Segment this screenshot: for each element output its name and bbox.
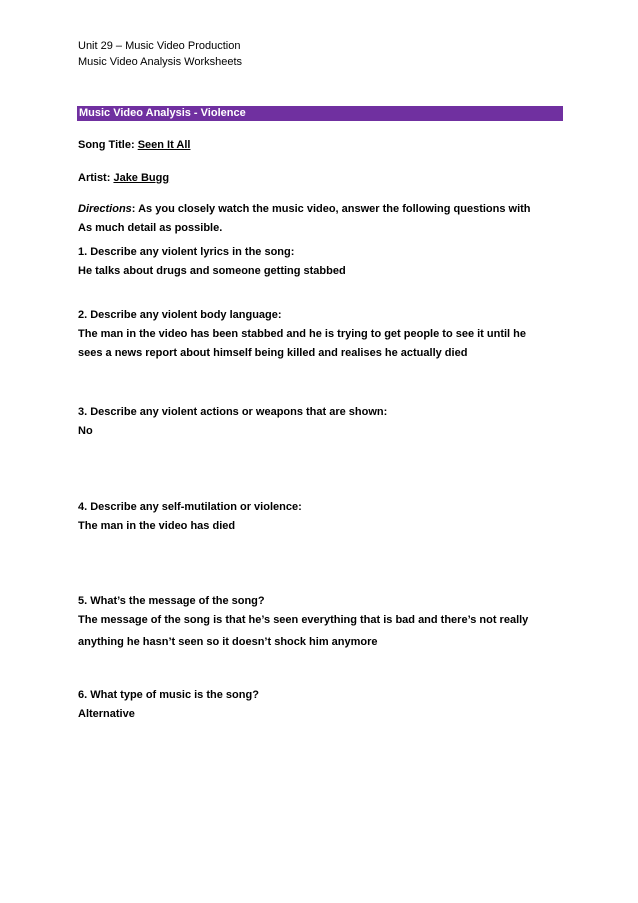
unit-title: Unit 29 – Music Video Production [78, 40, 241, 52]
directions-block [78, 200, 531, 238]
question-block-5 [78, 592, 528, 652]
directions-text-line1: : As you closely watch the music video, answer the following questions with [131, 203, 531, 215]
question-block-1 [78, 243, 346, 281]
question-block-3 [78, 403, 387, 441]
question-1: 1. Describe any violent lyrics in the song: [78, 246, 295, 258]
question-block-4 [78, 498, 302, 536]
answer-1-line-1: He talks about drugs and someone getting stabbed [78, 265, 346, 277]
answer-5-line-1: The message of the song is that he’s seen everything that is bad and there’s not really [78, 614, 529, 626]
artist-value: Jake Bugg [113, 172, 170, 184]
directions-text-line2: As much detail as possible. [78, 222, 223, 234]
question-block-2 [78, 306, 526, 363]
song-title-label: Song Title: [78, 139, 138, 151]
question-4: 4. Describe any self-mutilation or violence: [78, 501, 302, 513]
answer-2-line-1: The man in the video has been stabbed and he is trying to get people to see it until he [78, 328, 527, 340]
answer-6-line-1: Alternative [78, 708, 135, 720]
song-title-value: Seen It All [137, 139, 191, 151]
artist-line [78, 169, 169, 188]
worksheet-title: Music Video Analysis Worksheets [78, 56, 243, 68]
answer-2-line-2: sees a news report about himself being killed and realises he actually died [78, 347, 468, 359]
answer-5-line-2: anything he hasn’t seen so it doesn’t shock him anymore [78, 636, 378, 648]
question-3: 3. Describe any violent actions or weapons that are shown: [78, 406, 388, 418]
answer-4-line-1: The man in the video has died [78, 520, 236, 532]
question-5: 5. What’s the message of the song? [78, 595, 265, 607]
artist-label: Artist: [78, 172, 114, 184]
section-banner: Music Video Analysis - Violence [77, 106, 563, 121]
answer-3-line-1: No [78, 425, 93, 437]
question-2: 2. Describe any violent body language: [78, 309, 282, 321]
directions-label: Directions [78, 203, 132, 215]
document-header [78, 38, 242, 70]
song-title-line [78, 136, 190, 155]
question-block-6 [78, 686, 259, 724]
question-6: 6. What type of music is the song? [78, 689, 259, 701]
